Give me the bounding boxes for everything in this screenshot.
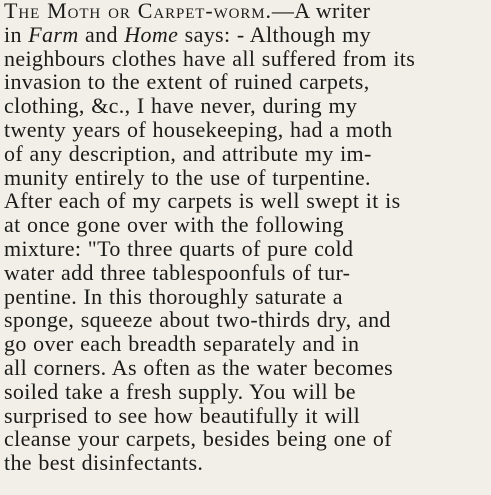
text-segment: invasion to the extent of ruined carpets, [4,69,370,95]
text-segment: munity entirely to the use of turpentine. [4,164,371,190]
text-line [4,95,489,117]
text-line [4,214,489,236]
text-segment: the best disinfectants. [4,450,204,476]
text-segment: clothing, &c., I have never, during my [4,93,358,119]
text-segment: go over each breadth separately and in [4,331,360,357]
text-line [4,309,489,331]
text-line [4,190,489,212]
text-line [4,357,489,379]
text-line [4,402,489,428]
text-segment: twenty years of housekeeping, had a moth [4,117,393,142]
text-segment: in [4,21,29,47]
text-segment: of any description, and attribute my im- [4,140,372,166]
text-line [4,0,489,22]
text-segment: neighbours clothes have all suffered from its [4,45,416,71]
text-line [4,259,489,285]
text-segment: at once gone over with the following [4,212,345,238]
text-line [4,428,489,450]
text-segment: After each of my carpets is well swept it is [4,188,401,214]
text-line [4,140,489,166]
text-line [4,452,489,474]
text-line [4,45,489,71]
text-line [4,283,489,309]
text-segment: —A writer [271,0,371,23]
article-heading: The Moth or Carpet-worm. [4,0,272,23]
text-segment: pentine. In this thoroughly saturate a [4,283,343,309]
text-segment: cleanse your carpets, besides being one of [4,426,392,452]
text-segment: says: - Although my [178,21,371,47]
text-segment: surprised to see how beautifully it will [4,402,361,428]
text-line [4,238,489,260]
text-segment: sponge, squeeze about two-thirds dry, and [4,307,391,333]
text-segment: water add three tablespoonfuls of tur- [4,259,351,285]
text-segment: all corners. As often as the water becomes [4,355,394,380]
text-segment: soiled take a fresh supply. You will be [4,378,356,404]
text-line [4,333,489,355]
text-line [4,21,489,47]
text-segment: and [78,21,125,47]
text-line [4,378,489,404]
text-line [4,164,489,190]
text-segment: Home [124,21,179,47]
text-segment: mixture: "To three quarts of pure cold [4,236,354,261]
text-line [4,71,489,93]
text-line [4,119,489,141]
text-segment: Farm [28,21,79,47]
